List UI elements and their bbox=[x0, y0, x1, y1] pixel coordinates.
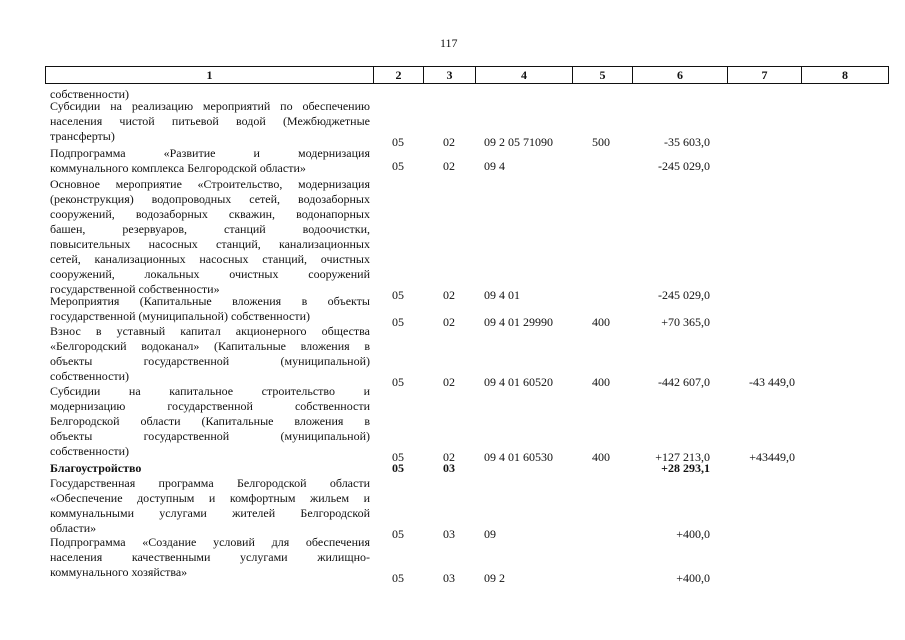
row-description bbox=[50, 324, 370, 384]
description-line: сооружений, водозаборных скважин, водонапорных bbox=[50, 207, 370, 221]
cell-c5: 400 bbox=[592, 450, 610, 464]
description-line: башен, резервуаров, станций водоочистки, bbox=[50, 222, 370, 236]
table-header bbox=[45, 66, 889, 84]
row-description bbox=[50, 461, 370, 476]
row-description bbox=[50, 535, 370, 580]
description-line: повысительных насосных станций, канализационных bbox=[50, 237, 370, 251]
row-description bbox=[50, 384, 370, 459]
cell-c5: 500 bbox=[592, 135, 610, 149]
description-line: государственной собственности» bbox=[50, 282, 220, 296]
cell-c3: 02 bbox=[443, 135, 455, 149]
cell-c4: 09 4 bbox=[484, 159, 505, 173]
table-row bbox=[0, 99, 905, 149]
description-line: Благоустройство bbox=[50, 461, 142, 475]
description-line: «Белгородский водоканал» (Капитальные вложения в bbox=[50, 339, 370, 353]
cell-c3: 02 bbox=[443, 288, 455, 302]
description-line: Подпрограмма «Развитие и модернизация bbox=[50, 146, 370, 160]
description-line: населения качественными услугами жилищно- bbox=[50, 550, 370, 564]
row-description bbox=[50, 146, 370, 176]
cell-c2: 05 bbox=[392, 375, 404, 389]
row-description bbox=[50, 177, 370, 297]
cell-c3: 02 bbox=[443, 315, 455, 329]
description-line: собственности) bbox=[50, 87, 130, 101]
table-row bbox=[0, 476, 905, 541]
cell-c3: 03 bbox=[443, 571, 455, 585]
description-line: объекты государственной (муниципальной) bbox=[50, 354, 370, 368]
description-line: (реконструкция) водопроводных сетей, водозаборных bbox=[50, 192, 370, 206]
description-line: области» bbox=[50, 521, 97, 535]
row-description bbox=[50, 99, 370, 144]
cell-c4: 09 4 01 60520 bbox=[484, 375, 553, 389]
header-col-2: 2 bbox=[373, 67, 423, 83]
description-line: Основное мероприятие «Строительство, модернизация bbox=[50, 177, 370, 191]
cell-c7: -43 449,0 bbox=[749, 375, 795, 389]
description-line: собственности) bbox=[50, 369, 130, 383]
page-number: 117 bbox=[440, 36, 458, 50]
header-col-8: 8 bbox=[801, 67, 888, 83]
row-description bbox=[50, 294, 370, 324]
cell-c7: +43449,0 bbox=[749, 450, 795, 464]
cell-c2: 05 bbox=[392, 571, 404, 585]
table-row bbox=[0, 384, 905, 464]
description-line: Государственная программа Белгородской области bbox=[50, 476, 370, 490]
cell-c4: 09 4 01 29990 bbox=[484, 315, 553, 329]
header-col-7: 7 bbox=[727, 67, 801, 83]
cell-c2: 05 bbox=[392, 461, 404, 475]
table-row bbox=[0, 324, 905, 389]
cell-c6: -35 603,0 bbox=[664, 135, 710, 149]
cell-c6: -245 029,0 bbox=[658, 159, 710, 173]
description-line: трансферты) bbox=[50, 129, 115, 143]
cell-c3: 02 bbox=[443, 375, 455, 389]
cell-c6: +400,0 bbox=[676, 571, 710, 585]
cell-c4: 09 2 05 71090 bbox=[484, 135, 553, 149]
cell-c3: 02 bbox=[443, 159, 455, 173]
cell-c2: 05 bbox=[392, 527, 404, 541]
cell-c5: 400 bbox=[592, 315, 610, 329]
cell-c6: +400,0 bbox=[676, 527, 710, 541]
header-col-3: 3 bbox=[423, 67, 475, 83]
cell-c5: 400 bbox=[592, 375, 610, 389]
cell-c3: 03 bbox=[443, 527, 455, 541]
description-line: «Обеспечение доступным и комфортным жильем и bbox=[50, 491, 370, 505]
header-col-6: 6 bbox=[632, 67, 727, 83]
cell-c6: +28 293,1 bbox=[661, 461, 710, 475]
cell-c3: 02 bbox=[443, 450, 455, 464]
header-col-1: 1 bbox=[206, 68, 213, 82]
cell-c3: 03 bbox=[443, 461, 455, 475]
description-line: сетей, канализационных насосных станций, очистных bbox=[50, 252, 370, 266]
header-col-4: 4 bbox=[475, 67, 572, 83]
cell-c6: -245 029,0 bbox=[658, 288, 710, 302]
header-col-5: 5 bbox=[572, 67, 632, 83]
description-line: сооружений, локальных очистных сооружений bbox=[50, 267, 370, 281]
description-line: Белгородской области (Капитальные вложения в bbox=[50, 414, 370, 428]
cell-c4: 09 bbox=[484, 527, 496, 541]
description-line: собственности) bbox=[50, 444, 130, 458]
cell-c6: -442 607,0 bbox=[658, 375, 710, 389]
description-line: объекты государственной (муниципальной) bbox=[50, 429, 370, 443]
description-line: модернизацию государственной собственности bbox=[50, 399, 370, 413]
cell-c2: 05 bbox=[392, 159, 404, 173]
row-description bbox=[50, 476, 370, 536]
table-row bbox=[0, 461, 905, 476]
description-line: Субсидии на реализацию мероприятий по обеспечению bbox=[50, 99, 370, 113]
description-line: Субсидии на капитальное строительство и bbox=[50, 384, 370, 398]
cell-c4: 09 2 bbox=[484, 571, 505, 585]
table-row bbox=[0, 146, 905, 176]
description-line: коммунальными услугами жителей Белгородской bbox=[50, 506, 370, 520]
cell-c6: +70 365,0 bbox=[661, 315, 710, 329]
cell-c2: 05 bbox=[392, 450, 404, 464]
table-row bbox=[0, 535, 905, 585]
description-line: коммунального комплекса Белгородской области» bbox=[50, 161, 306, 175]
description-line: Мероприятия (Капитальные вложения в объекты bbox=[50, 294, 370, 308]
description-line: Подпрограмма «Создание условий для обеспечения bbox=[50, 535, 370, 549]
description-line: коммунального хозяйства» bbox=[50, 565, 188, 579]
cell-c2: 05 bbox=[392, 135, 404, 149]
table-row bbox=[0, 294, 905, 329]
description-line: Взнос в уставный капитал акционерного общества bbox=[50, 324, 370, 338]
cell-c6: +127 213,0 bbox=[655, 450, 710, 464]
cell-c4: 09 4 01 bbox=[484, 288, 520, 302]
cell-c4: 09 4 01 60530 bbox=[484, 450, 553, 464]
cell-c2: 05 bbox=[392, 315, 404, 329]
description-line: государственной (муниципальной) собственности) bbox=[50, 309, 311, 323]
description-line: населения чистой питьевой водой (Межбюджетные bbox=[50, 114, 370, 128]
cell-c2: 05 bbox=[392, 288, 404, 302]
